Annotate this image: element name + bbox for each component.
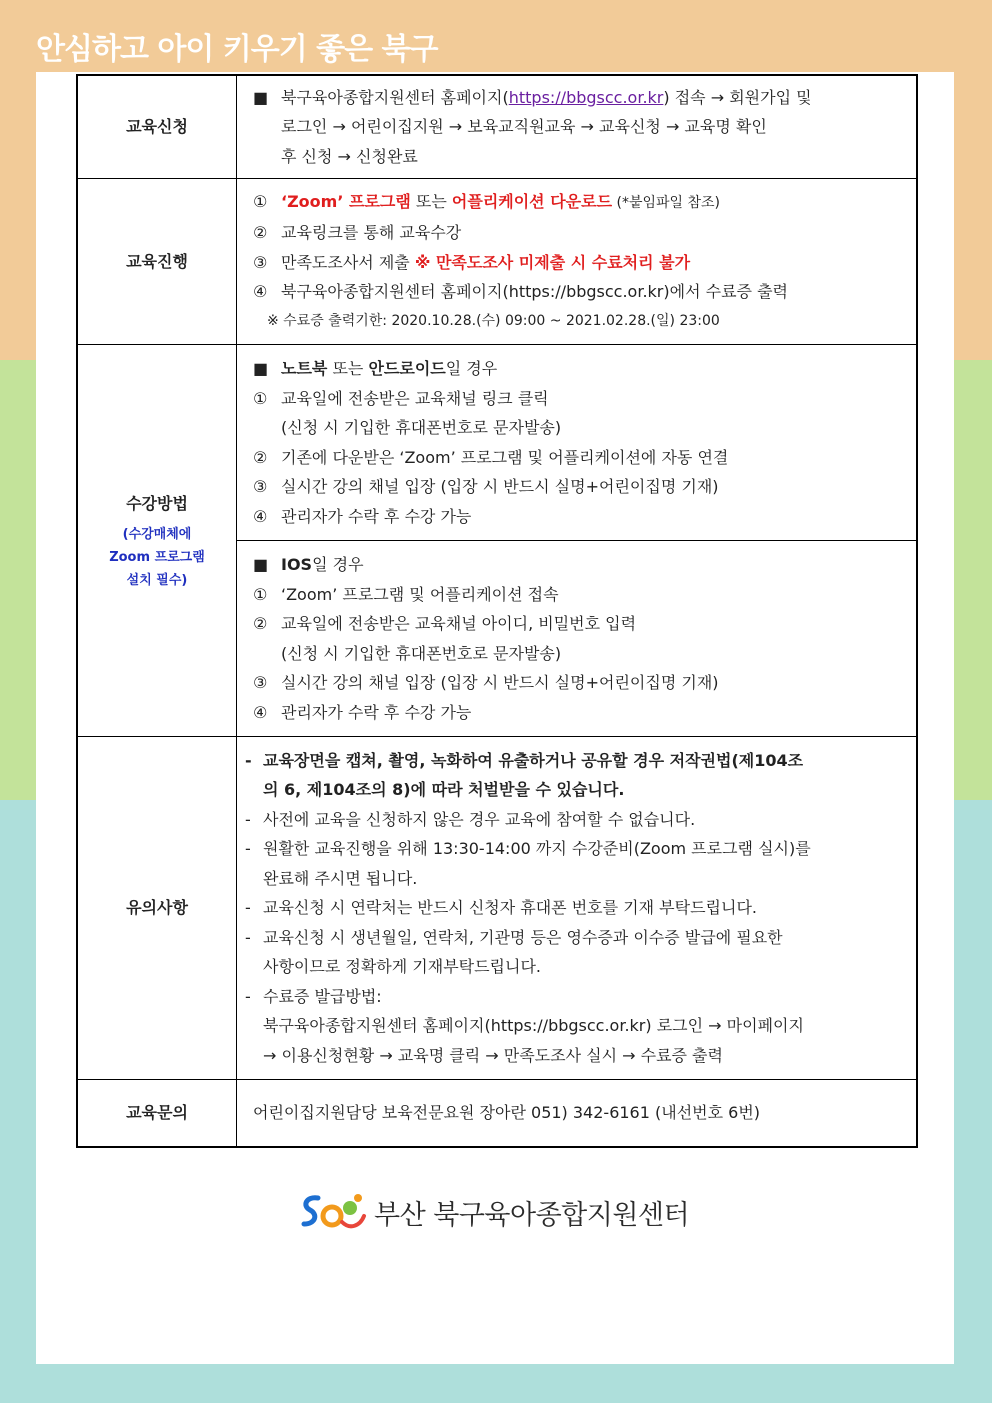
android-title-or: 또는 <box>327 359 369 378</box>
circled-number: ④ <box>253 702 268 722</box>
ios-step-3-text: 실시간 강의 채널 입장 (입장 시 반드시 실명+어린이집명 기재) <box>281 673 719 692</box>
apply-text-pre: 북구육아종합지원센터 홈페이지( <box>281 87 509 107</box>
square-bullet-icon: ■ <box>253 87 269 107</box>
survey-warning: ※ 만족도조사 미제출 시 수료처리 불가 <box>414 252 691 272</box>
ios-step-2 <box>253 609 908 639</box>
table-row-apply <box>77 75 917 179</box>
ios-title <box>253 550 908 580</box>
caution-item-1 <box>245 746 908 776</box>
progress-item-1-or: 또는 <box>410 191 452 211</box>
ios-step-1-text: ‘Zoom’ 프로그램 및 어플리케이션 접속 <box>281 584 559 604</box>
caution-item-2 <box>245 805 908 835</box>
row-head-contact: 교육문의 <box>77 1080 237 1148</box>
ios-step-1 <box>253 580 908 610</box>
android-step-2 <box>253 443 908 473</box>
row-head-caution: 유의사항 <box>77 737 237 1080</box>
method-head-subnote <box>79 523 235 592</box>
certificate-deadline-note: ※ 수료증 출력기한: 2020.10.28.(수) 09:00 ~ 2021.02.28.(일) 23:00 <box>267 312 720 329</box>
android-label: 안드로이드 <box>368 359 446 378</box>
progress-item-4-text: 북구육아종합지원센터 홈페이지(https://bbgscc.or.kr)에서 수료증 출력 <box>281 282 788 302</box>
apply-line-1 <box>253 83 908 113</box>
circled-number: ③ <box>253 477 268 496</box>
circled-number: ④ <box>253 506 268 526</box>
caution-item-4 <box>245 893 908 923</box>
caution-item-1-cont: 의 6, 제104조의 8)에 따라 처벌받을 수 있습니다. <box>263 780 625 800</box>
android-step-1 <box>253 384 908 414</box>
circled-number: ① <box>253 388 268 408</box>
circled-number: ② <box>253 614 268 633</box>
circled-number: ② <box>253 223 268 243</box>
dash-marker: - <box>245 809 251 829</box>
caution-item-6-cont-1: 북구육아종합지원센터 홈페이지(https://bbgscc.or.kr) 로그인 → 마이페이지 <box>263 1016 804 1036</box>
zoom-program-emphasis: ‘Zoom’ 프로그램 <box>281 191 411 211</box>
circled-number: ④ <box>253 282 268 302</box>
method-subnote-line-2: Zoom 프로그램 <box>109 549 205 565</box>
bugu-center-logo-icon <box>298 1190 368 1234</box>
circled-number: ② <box>253 447 268 467</box>
apply-line-3: 후 신청 → 신청완료 <box>281 146 418 166</box>
page-banner: 안심하고 아이 키우기 좋은 북구 <box>36 32 438 67</box>
caution-item-2-text: 사전에 교육을 신청하지 않은 경우 교육에 참여할 수 없습니다. <box>263 809 696 829</box>
method-subnote-line-1: (수강매체에 <box>122 526 192 542</box>
center-logo-text: 부산 북구육아종합지원센터 <box>374 1199 690 1231</box>
ios-label: IOS <box>281 555 313 574</box>
ios-step-2-note: (신청 시 기입한 휴대폰번호로 문자발송) <box>281 643 562 663</box>
square-bullet-icon: ■ <box>253 359 269 378</box>
caution-item-4-text: 교육신청 시 연락처는 반드시 신청자 휴대폰 번호를 기재 부탁드립니다. <box>263 898 757 918</box>
dash-marker: - <box>245 986 251 1006</box>
method-subnote-line-3: 설치 필수) <box>126 572 188 588</box>
progress-item-3 <box>253 248 908 278</box>
ios-step-2-text: 교육일에 전송받은 교육채널 아이디, 비밀번호 입력 <box>281 614 637 633</box>
caution-item-5-text: 교육신청 시 생년월일, 연락처, 기관명 등은 영수증과 이수증 발급에 필요한 <box>263 927 783 947</box>
dash-marker: - <box>245 898 251 918</box>
caution-item-6 <box>245 982 908 1012</box>
row-body-contact: 어린이집지원담당 보육전문요원 장아란 051) 342-6161 (내선번호 6번) <box>237 1080 918 1148</box>
row-body-apply <box>237 75 918 179</box>
center-logo <box>298 1190 689 1234</box>
row-body-progress <box>237 179 918 345</box>
table-row-progress <box>77 179 917 345</box>
homepage-link[interactable]: https://bbgscc.or.kr <box>508 87 664 107</box>
progress-item-2 <box>253 218 908 248</box>
progress-item-4 <box>253 277 908 307</box>
info-table <box>76 74 918 1148</box>
method-head-title: 수강방법 <box>126 494 188 514</box>
apply-line-2: 로그인 → 어린이집지원 → 보육교직원교육 → 교육신청 → 교육명 확인 <box>281 117 767 137</box>
apply-text-post: ) 접속 → 회원가입 및 <box>663 87 812 107</box>
table-row-contact <box>77 1080 917 1148</box>
ios-step-3 <box>253 668 908 698</box>
dash-marker: - <box>245 750 252 770</box>
progress-item-3-text: 만족도조사서 제출 <box>281 252 415 272</box>
android-step-1-text: 교육일에 전송받은 교육채널 링크 클릭 <box>281 388 549 408</box>
square-bullet-icon: ■ <box>253 555 269 574</box>
laptop-label: 노트북 <box>281 359 328 378</box>
android-step-3-text: 실시간 강의 채널 입장 (입장 시 반드시 실명+어린이집명 기재) <box>281 477 719 496</box>
caution-item-3 <box>245 834 908 864</box>
caution-item-6-cont-2: → 이용신청현황 → 교육명 클릭 → 만족도조사 실시 → 수료증 출력 <box>263 1045 723 1065</box>
android-step-2-text: 기존에 다운받은 ‘Zoom’ 프로그램 및 어플리케이션에 자동 연결 <box>281 447 729 467</box>
android-step-4 <box>253 502 908 532</box>
caution-item-3-text: 원활한 교육진행을 위해 13:30-14:00 까지 수강준비(Zoom 프로그램 실시)를 <box>263 839 811 859</box>
caution-item-5 <box>245 923 908 953</box>
android-step-1-note: (신청 시 기입한 휴대폰번호로 문자발송) <box>281 418 562 437</box>
ios-title-suffix: 일 경우 <box>312 555 364 574</box>
android-title <box>253 354 908 384</box>
circled-number: ③ <box>253 673 268 692</box>
dash-marker: - <box>245 927 251 947</box>
progress-item-2-text: 교육링크를 통해 교육수강 <box>281 223 462 243</box>
android-step-4-text: 관리자가 수락 후 수강 가능 <box>281 506 472 526</box>
row-body-caution <box>237 737 918 1080</box>
ios-step-4 <box>253 698 908 728</box>
circled-number: ① <box>253 191 268 211</box>
dash-marker: - <box>245 839 251 859</box>
row-head-method <box>77 345 237 737</box>
android-title-suffix: 일 경우 <box>445 359 498 378</box>
android-step-3 <box>253 472 908 502</box>
caution-item-3-cont: 완료해 주시면 됩니다. <box>263 868 418 888</box>
ios-step-4-text: 관리자가 수락 후 수강 가능 <box>281 702 472 722</box>
attachment-note: (*붙임파일 참조) <box>612 194 721 211</box>
caution-item-1-text: 교육장면을 캡쳐, 촬영, 녹화하여 유출하거나 공유할 경우 저작권법(제104조 <box>263 750 804 770</box>
circled-number: ③ <box>253 252 268 272</box>
row-head-apply: 교육신청 <box>77 75 237 179</box>
app-download-emphasis: 어플리케이션 다운로드 <box>451 191 613 211</box>
document-paper <box>36 72 954 1364</box>
row-body-method-ios <box>237 541 918 737</box>
caution-item-5-cont: 사항이므로 정확하게 기재부탁드립니다. <box>263 957 542 977</box>
row-body-method-android <box>237 345 918 541</box>
row-head-progress: 교육진행 <box>77 179 237 345</box>
progress-item-1 <box>253 187 908 219</box>
table-row-caution <box>77 737 917 1080</box>
table-row-method-android <box>77 345 917 541</box>
caution-item-6-text: 수료증 발급방법: <box>263 986 382 1006</box>
circled-number: ① <box>253 584 268 604</box>
